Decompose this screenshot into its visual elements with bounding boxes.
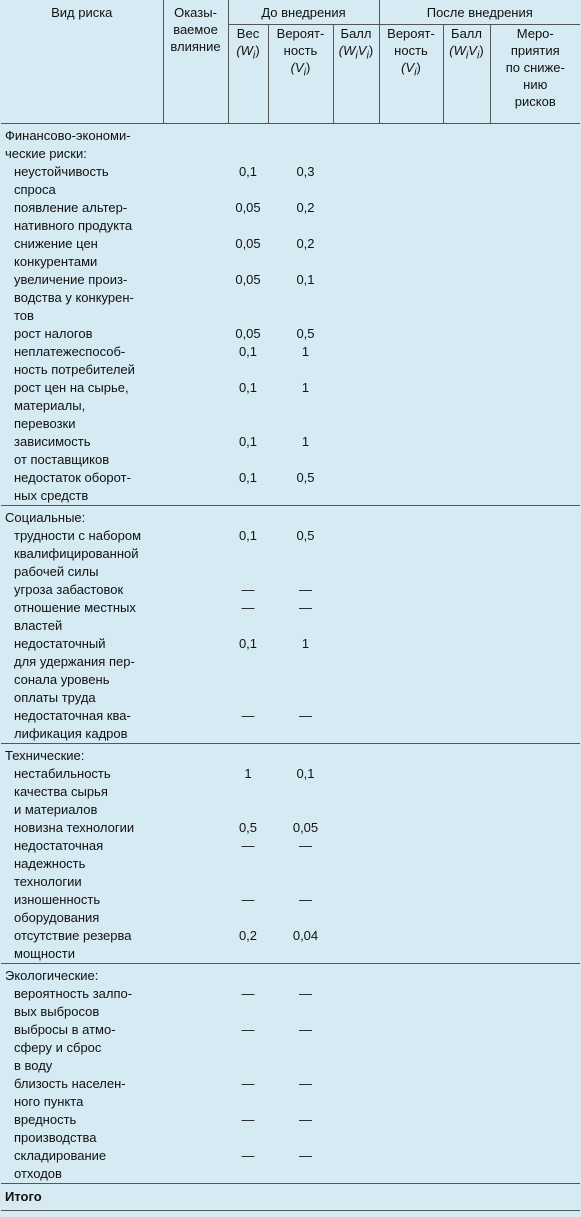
risk-name [1, 927, 163, 964]
risk-name-line: и материалов [14, 801, 98, 817]
weight-cell: 0,1 [238, 379, 258, 395]
score-after-cell [443, 1021, 490, 1075]
probability-cell: 1 [301, 379, 310, 395]
probability-cell: 0,2 [296, 235, 315, 251]
risk-name [1, 235, 163, 271]
probability-after-cell [379, 527, 443, 581]
risk-name [1, 343, 163, 379]
measures-cell [490, 765, 580, 819]
table-header [1, 0, 580, 123]
header-weight: Вес $(W_i)$ [228, 24, 268, 123]
header-score-after: Балл $(W_iV_i)$ [443, 24, 490, 123]
risk-assessment-table [1, 0, 580, 1211]
weight-cell: — [241, 1111, 255, 1127]
weight-cell: — [241, 1021, 255, 1037]
probability-cell: — [299, 985, 312, 1001]
probability-cell: 0,1 [296, 765, 315, 781]
score-after-cell [443, 819, 490, 837]
risk-name-line: увеличение произ- [14, 271, 128, 287]
score-before-cell [333, 599, 379, 635]
measures-cell [490, 1021, 580, 1075]
risk-name-line: спроса [14, 181, 56, 197]
section-title-line: Социальные: [5, 509, 86, 525]
weight-cell: — [241, 599, 255, 615]
risk-name-line: надежность [14, 855, 86, 871]
weight-cell: — [241, 1147, 255, 1163]
risk-name-line: неплатежеспособ- [14, 343, 126, 359]
score-after-cell [443, 271, 490, 325]
probability-after-cell [379, 819, 443, 837]
measures-cell [490, 1111, 580, 1147]
risk-name-line: недостаток оборот- [14, 469, 131, 485]
risk-name [1, 271, 163, 325]
risk-name-line: мощности [14, 945, 75, 961]
probability-after-cell [379, 635, 443, 707]
risk-name-line: складирование [14, 1147, 107, 1163]
impact-cell [163, 819, 228, 837]
table-body [1, 123, 580, 1210]
risk-name-line: властей [14, 617, 63, 633]
risk-name-line: для удержания пер- [14, 653, 135, 669]
risk-name [1, 1111, 163, 1147]
score-after-cell [443, 765, 490, 819]
risk-name-line: тов [14, 307, 34, 323]
probability-cell: — [299, 707, 312, 723]
risk-name-line: перевозки [14, 415, 76, 431]
risk-name [1, 707, 163, 744]
score-before-cell [333, 271, 379, 325]
risk-name-line: конкурентами [14, 253, 98, 269]
table-row [1, 1111, 580, 1147]
probability-cell: 1 [301, 635, 310, 651]
probability-cell: 0,3 [296, 163, 315, 179]
table-row [1, 433, 580, 469]
risk-name [1, 635, 163, 707]
section-title [1, 963, 580, 985]
measures-cell [490, 1147, 580, 1184]
probability-after-cell [379, 599, 443, 635]
score-after-cell [443, 599, 490, 635]
risk-name [1, 379, 163, 433]
risk-name-line: технологии [14, 873, 82, 889]
risk-name-line: изношенность [14, 891, 101, 907]
score-after-cell [443, 837, 490, 891]
score-before-cell [333, 199, 379, 235]
weight-cell: 0,05 [235, 235, 261, 251]
probability-cell: 1 [301, 343, 310, 359]
impact-cell [163, 469, 228, 506]
risk-name-line: материалы, [14, 397, 86, 413]
risk-name-line: водства у конкурен- [14, 289, 134, 305]
probability-after-cell [379, 343, 443, 379]
probability-after-cell [379, 581, 443, 599]
measures-cell [490, 527, 580, 581]
risk-name-line: производства [14, 1129, 97, 1145]
score-after-cell [443, 469, 490, 506]
weight-cell: — [241, 985, 255, 1001]
score-before-cell [333, 819, 379, 837]
weight-cell: 0,1 [238, 527, 258, 543]
measures-cell [490, 837, 580, 891]
probability-cell: — [299, 1075, 312, 1091]
table-row [1, 527, 580, 581]
score-after-cell [443, 1075, 490, 1111]
risk-name-line: сферу и сброс [14, 1039, 102, 1055]
risk-name-line: угроза забастовок [14, 581, 124, 597]
probability-cell: 0,5 [296, 527, 315, 543]
risk-name [1, 433, 163, 469]
measures-cell [490, 707, 580, 744]
risk-name-line: рост налогов [14, 325, 93, 341]
section-title-row [1, 123, 580, 163]
risk-name-line: ных средств [14, 487, 89, 503]
probability-cell: 0,05 [292, 819, 319, 835]
risk-name-line: недостаточная [14, 837, 104, 853]
risk-name-line: в воду [14, 1057, 53, 1073]
score-before-cell [333, 1021, 379, 1075]
risk-name-line: недостаточный [14, 635, 106, 651]
measures-cell [490, 235, 580, 271]
risk-name-line: ного пункта [14, 1093, 84, 1109]
score-before-cell [333, 343, 379, 379]
score-before-cell [333, 379, 379, 433]
score-after-cell [443, 891, 490, 927]
probability-after-cell [379, 765, 443, 819]
risk-name [1, 1147, 163, 1184]
impact-cell [163, 599, 228, 635]
score-after-cell [443, 1111, 490, 1147]
table-row [1, 927, 580, 964]
risk-name-line: от поставщиков [14, 451, 110, 467]
impact-cell [163, 271, 228, 325]
score-after-cell [443, 1147, 490, 1184]
probability-cell: 0,5 [296, 325, 315, 341]
risk-name [1, 837, 163, 891]
score-after-cell [443, 343, 490, 379]
weight-cell: 0,1 [238, 163, 258, 179]
table-row [1, 199, 580, 235]
probability-after-cell [379, 235, 443, 271]
risk-name [1, 1075, 163, 1111]
probability-cell: 0,2 [296, 199, 315, 215]
impact-cell [163, 635, 228, 707]
impact-cell [163, 1147, 228, 1184]
score-after-cell [443, 927, 490, 964]
table-row [1, 891, 580, 927]
table-row [1, 163, 580, 199]
measures-cell [490, 199, 580, 235]
risk-name-line: рабочей силы [14, 563, 99, 579]
risk-name-line: вых выбросов [14, 1003, 100, 1019]
probability-after-cell [379, 1111, 443, 1147]
score-before-cell [333, 325, 379, 343]
header-score-before: Балл $(W_iV_i)$ [333, 24, 379, 123]
probability-after-cell [379, 325, 443, 343]
score-after-cell [443, 985, 490, 1021]
risk-name [1, 765, 163, 819]
probability-after-cell [379, 433, 443, 469]
weight-cell: 0,5 [238, 819, 258, 835]
section-title-line: ческие риски: [5, 145, 87, 161]
probability-after-cell [379, 891, 443, 927]
risk-name-line: нативного продукта [14, 217, 133, 233]
score-after-cell [443, 235, 490, 271]
risk-name [1, 891, 163, 927]
weight-cell: — [241, 581, 255, 597]
measures-cell [490, 819, 580, 837]
probability-after-cell [379, 707, 443, 744]
section-title [1, 743, 580, 765]
score-before-cell [333, 527, 379, 581]
table-row [1, 271, 580, 325]
risk-name [1, 325, 163, 343]
probability-after-cell [379, 837, 443, 891]
risk-name-line: отходов [14, 1165, 62, 1181]
impact-cell [163, 379, 228, 433]
probability-after-cell [379, 379, 443, 433]
score-after-cell [443, 379, 490, 433]
probability-cell: 0,04 [292, 927, 319, 943]
risk-name-line: лификация кадров [14, 725, 128, 741]
risk-name [1, 527, 163, 581]
measures-cell [490, 343, 580, 379]
risk-name-line: вредность [14, 1111, 77, 1127]
impact-cell [163, 985, 228, 1021]
score-after-cell [443, 707, 490, 744]
impact-cell [163, 1021, 228, 1075]
score-before-cell [333, 765, 379, 819]
risk-name-line: недостаточная ква- [14, 707, 131, 723]
section-title-row [1, 505, 580, 527]
measures-cell [490, 469, 580, 506]
section-title-row [1, 963, 580, 985]
measures-cell [490, 271, 580, 325]
probability-cell: — [299, 1021, 312, 1037]
header-after: После внедрения [379, 0, 580, 24]
table-row [1, 707, 580, 744]
probability-after-cell [379, 271, 443, 325]
weight-cell: — [241, 707, 255, 723]
impact-cell [163, 325, 228, 343]
risk-name [1, 199, 163, 235]
risk-name [1, 819, 163, 837]
weight-cell: — [241, 1075, 255, 1091]
risk-name-line: квалифицированной [14, 545, 139, 561]
section-title-line: Технические: [5, 747, 85, 763]
weight-cell: — [241, 891, 255, 907]
table-row [1, 985, 580, 1021]
table-row [1, 379, 580, 433]
impact-cell [163, 235, 228, 271]
risk-name-line: зависимость [14, 433, 91, 449]
probability-cell: 0,5 [296, 469, 315, 485]
weight-cell: 1 [244, 765, 252, 781]
section-title [1, 505, 580, 527]
header-impact: Оказы- ваемое влияние [163, 0, 228, 123]
header-measures: Меро- приятия по сниже- нию рисков [490, 24, 580, 123]
weight-cell: 0,1 [238, 343, 258, 359]
probability-cell: — [299, 599, 312, 615]
risk-name-line: качества сырья [14, 783, 108, 799]
measures-cell [490, 379, 580, 433]
table-row [1, 1075, 580, 1111]
section-title [1, 123, 580, 163]
score-before-cell [333, 235, 379, 271]
score-before-cell [333, 707, 379, 744]
impact-cell [163, 199, 228, 235]
table-row [1, 469, 580, 506]
score-before-cell [333, 985, 379, 1021]
risk-name-line: отношение местных [14, 599, 136, 615]
risk-name-line: близость населен- [14, 1075, 126, 1091]
score-before-cell [333, 1147, 379, 1184]
table-row [1, 635, 580, 707]
score-before-cell [333, 163, 379, 199]
score-before-cell [333, 1111, 379, 1147]
impact-cell [163, 765, 228, 819]
table-row [1, 819, 580, 837]
weight-cell: 0,1 [238, 433, 258, 449]
risk-name-line: оплаты труда [14, 689, 96, 705]
measures-cell [490, 985, 580, 1021]
table-row [1, 837, 580, 891]
score-after-cell [443, 527, 490, 581]
weight-cell: 0,05 [235, 325, 261, 341]
score-after-cell [443, 325, 490, 343]
weight-cell: 0,05 [235, 199, 261, 215]
header-before: До внедрения [228, 0, 379, 24]
weight-cell: 0,05 [235, 271, 261, 287]
probability-cell: — [299, 891, 312, 907]
risk-name-line: сонала уровень [14, 671, 110, 687]
risk-name-line: отсутствие резерва [14, 927, 132, 943]
score-before-cell [333, 469, 379, 506]
probability-cell: 1 [301, 433, 310, 449]
risk-name-line: трудности с набором [14, 527, 142, 543]
probability-cell: — [299, 837, 312, 853]
total-label: Итого [1, 1183, 580, 1210]
score-before-cell [333, 635, 379, 707]
probability-cell: 0,1 [296, 271, 315, 287]
risk-name [1, 469, 163, 506]
probability-after-cell [379, 469, 443, 506]
impact-cell [163, 163, 228, 199]
risk-name-line: выбросы в атмо- [14, 1021, 116, 1037]
measures-cell [490, 163, 580, 199]
score-after-cell [443, 433, 490, 469]
section-title-row [1, 743, 580, 765]
header-risk-type: Вид риска [51, 5, 113, 20]
weight-cell: 0,1 [238, 469, 258, 485]
section-title-line: Экологические: [5, 967, 99, 983]
risk-name-line: неустойчивость [14, 163, 109, 179]
section-title-line: Финансово-экономи- [5, 127, 131, 143]
risk-name-line: рост цен на сырье, [14, 379, 129, 395]
impact-cell [163, 837, 228, 891]
risk-name-line: снижение цен [14, 235, 98, 251]
risk-name [1, 599, 163, 635]
probability-after-cell [379, 199, 443, 235]
weight-cell: 0,1 [238, 635, 258, 651]
probability-after-cell [379, 985, 443, 1021]
impact-cell [163, 527, 228, 581]
risk-name [1, 1021, 163, 1075]
score-after-cell [443, 635, 490, 707]
score-before-cell [333, 837, 379, 891]
probability-cell: — [299, 1111, 312, 1127]
measures-cell [490, 433, 580, 469]
impact-cell [163, 1111, 228, 1147]
impact-cell [163, 581, 228, 599]
impact-cell [163, 433, 228, 469]
score-after-cell [443, 199, 490, 235]
risk-name [1, 163, 163, 199]
probability-cell: — [299, 581, 312, 597]
risk-name-line: ность потребителей [14, 361, 135, 377]
header-probability-before: Вероят- ность $(V_i)$ [268, 24, 333, 123]
measures-cell [490, 1075, 580, 1111]
table-row [1, 325, 580, 343]
probability-after-cell [379, 927, 443, 964]
table-row [1, 235, 580, 271]
impact-cell [163, 343, 228, 379]
risk-name [1, 985, 163, 1021]
score-after-cell [443, 163, 490, 199]
table-row [1, 1021, 580, 1075]
table-row [1, 765, 580, 819]
probability-after-cell [379, 163, 443, 199]
table-row [1, 343, 580, 379]
header-probability-after: Вероят- ность $(V_i)$ [379, 24, 443, 123]
table-row [1, 581, 580, 599]
measures-cell [490, 635, 580, 707]
total-row [1, 1183, 580, 1210]
score-before-cell [333, 927, 379, 964]
probability-after-cell [379, 1075, 443, 1111]
risk-name-line: оборудования [14, 909, 100, 925]
score-before-cell [333, 581, 379, 599]
weight-cell: — [241, 837, 255, 853]
probability-cell: — [299, 1147, 312, 1163]
impact-cell [163, 707, 228, 744]
measures-cell [490, 891, 580, 927]
score-before-cell [333, 1075, 379, 1111]
impact-cell [163, 927, 228, 964]
risk-name [1, 581, 163, 599]
measures-cell [490, 927, 580, 964]
table-row [1, 1147, 580, 1184]
measures-cell [490, 599, 580, 635]
measures-cell [490, 325, 580, 343]
risk-name-line: нестабильность [14, 765, 111, 781]
impact-cell [163, 891, 228, 927]
risk-name-line: вероятность залпо- [14, 985, 133, 1001]
score-before-cell [333, 433, 379, 469]
score-before-cell [333, 891, 379, 927]
risk-name-line: появление альтер- [14, 199, 128, 215]
risk-name-line: новизна технологии [14, 819, 135, 835]
table-row [1, 599, 580, 635]
score-after-cell [443, 581, 490, 599]
weight-cell: 0,2 [238, 927, 258, 943]
probability-after-cell [379, 1021, 443, 1075]
impact-cell [163, 1075, 228, 1111]
measures-cell [490, 581, 580, 599]
probability-after-cell [379, 1147, 443, 1184]
